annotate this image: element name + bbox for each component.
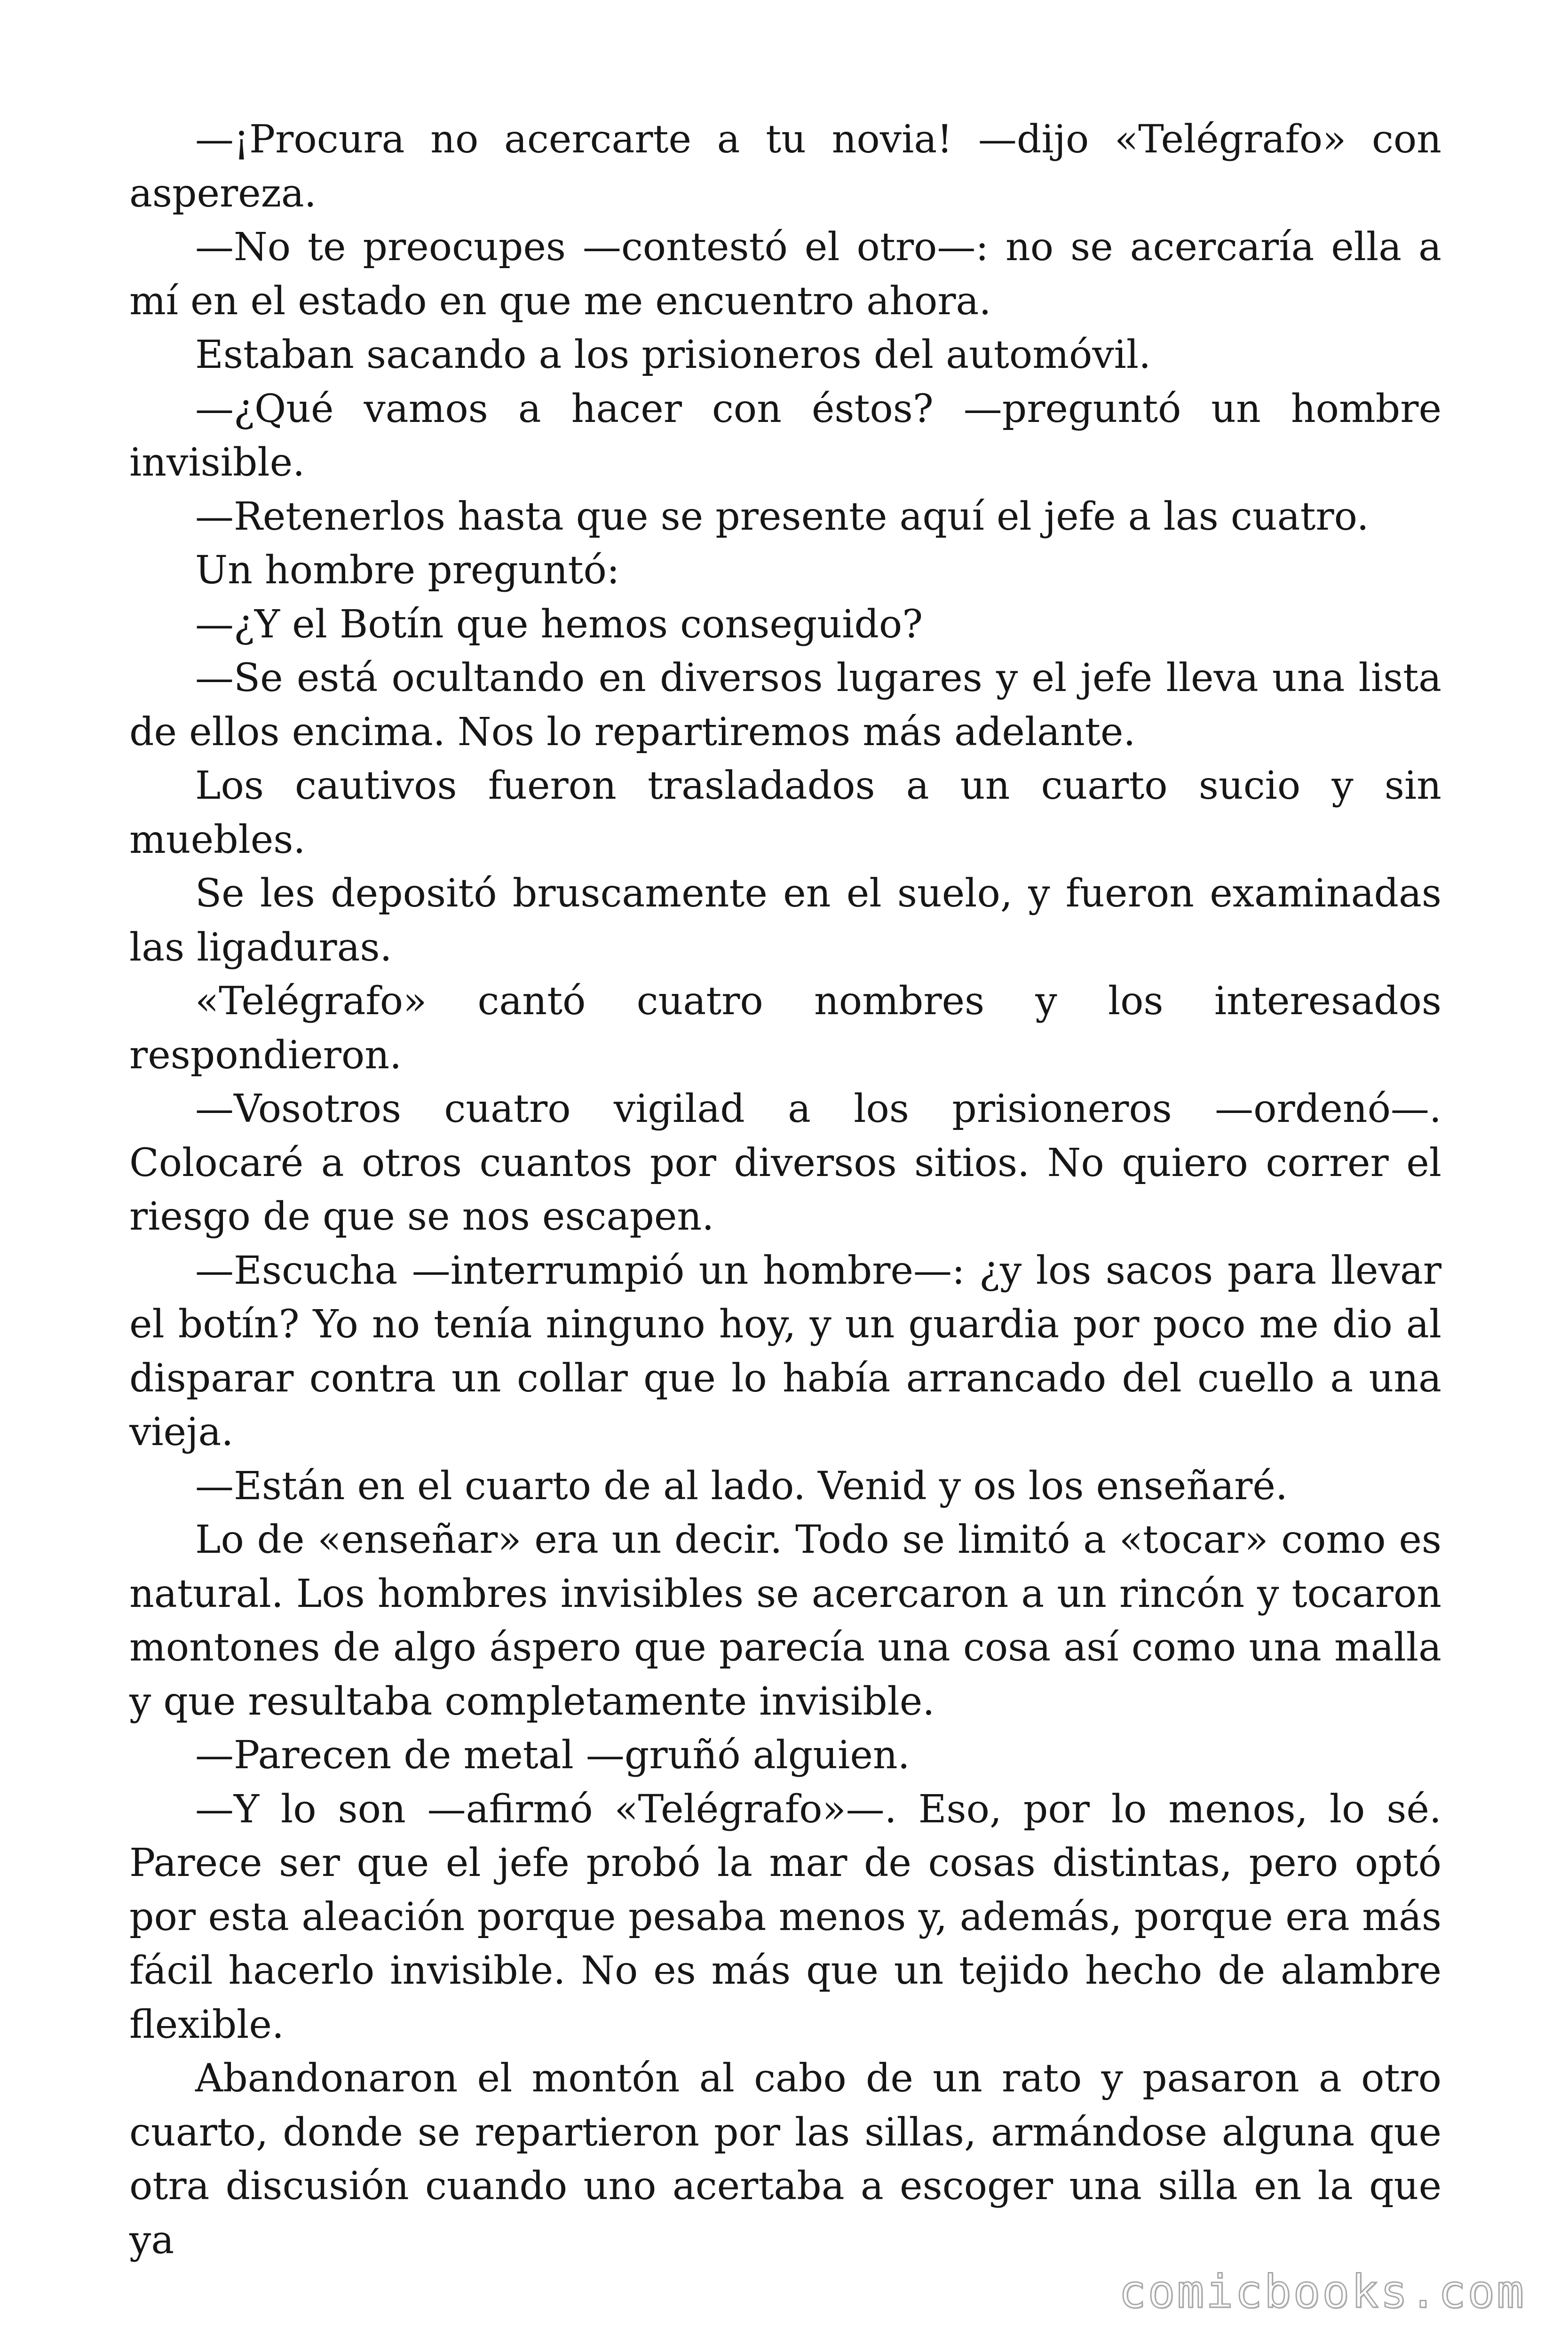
paragraph: —Y lo son —afirmó «Telégrafo»—. Eso, por lo menos, lo sé. Parece ser que el jefe probó la mar de cosas distintas, pero optó por esta aleación porque pesaba menos y, además, porque era más fácil hacerlo invisible. No es más que un tejido hecho de alambre flexible. bbox=[129, 1787, 1441, 2047]
paragraph: —¿Y el Botín que hemos conseguido? bbox=[195, 602, 923, 647]
paragraph: Se les depositó bruscamente en el suelo, y fueron examinadas las ligaduras. bbox=[129, 871, 1441, 970]
paragraph: —Están en el cuarto de al lado. Venid y os los enseñaré. bbox=[195, 1463, 1288, 1509]
paragraph: —No te preocupes —contestó el otro—: no se acercaría ella a mí en el estado en que me encuentro ahora. bbox=[129, 225, 1441, 324]
paragraph: —¡Procura no acercarte a tu novia! —dijo «Telégrafo» con aspereza. bbox=[129, 117, 1441, 216]
paragraph: —Escucha —interrumpió un hombre—: ¿y los sacos para llevar el botín? Yo no tenía ninguno hoy, y un guardia por poco me dio al disparar contra un collar que lo había arrancado del cuello a una vieja. bbox=[129, 1248, 1441, 1454]
paragraph: Lo de «enseñar» era un decir. Todo se limitó a «tocar» como es natural. Los hombres invisibles se acercaron a un rincón y tocaron montones de algo áspero que parecía una cosa así como una malla y que resultaba completamente invisible. bbox=[129, 1518, 1441, 1724]
paragraph: Abandonaron el montón al cabo de un rato y pasaron a otro cuarto, donde se repartieron por las sillas, armándose alguna que otra discusión cuando uno acertaba a escoger una silla en la que ya bbox=[129, 2056, 1441, 2263]
paragraph: «Telégrafo» cantó cuatro nombres y los interesados respondieron. bbox=[129, 979, 1441, 1078]
paragraph: —Vosotros cuatro vigilad a los prisioneros —ordenó—. Colocaré a otros cuantos por diversos sitios. No quiero correr el riesgo de que se nos escapen. bbox=[129, 1087, 1441, 1239]
paragraph: Los cautivos fueron trasladados a un cuarto sucio y sin muebles. bbox=[129, 763, 1441, 862]
paragraph: —Se está ocultando en diversos lugares y el jefe lleva una lista de ellos encima. Nos lo repartiremos más adelante. bbox=[129, 656, 1441, 755]
paragraph: —Retenerlos hasta que se presente aquí el jefe a las cuatro. bbox=[195, 494, 1369, 539]
watermark-text: comicbooks.com bbox=[1118, 2265, 1526, 2318]
paragraph: —¿Qué vamos a hacer con éstos? —preguntó un hombre invisible. bbox=[129, 386, 1441, 485]
page-body-text bbox=[129, 113, 1441, 2267]
paragraph: Estaban sacando a los prisioneros del automóvil. bbox=[195, 333, 1151, 377]
paragraph: —Parecen de metal —gruñó alguien. bbox=[195, 1733, 910, 1778]
paragraph: Un hombre preguntó: bbox=[195, 548, 620, 593]
